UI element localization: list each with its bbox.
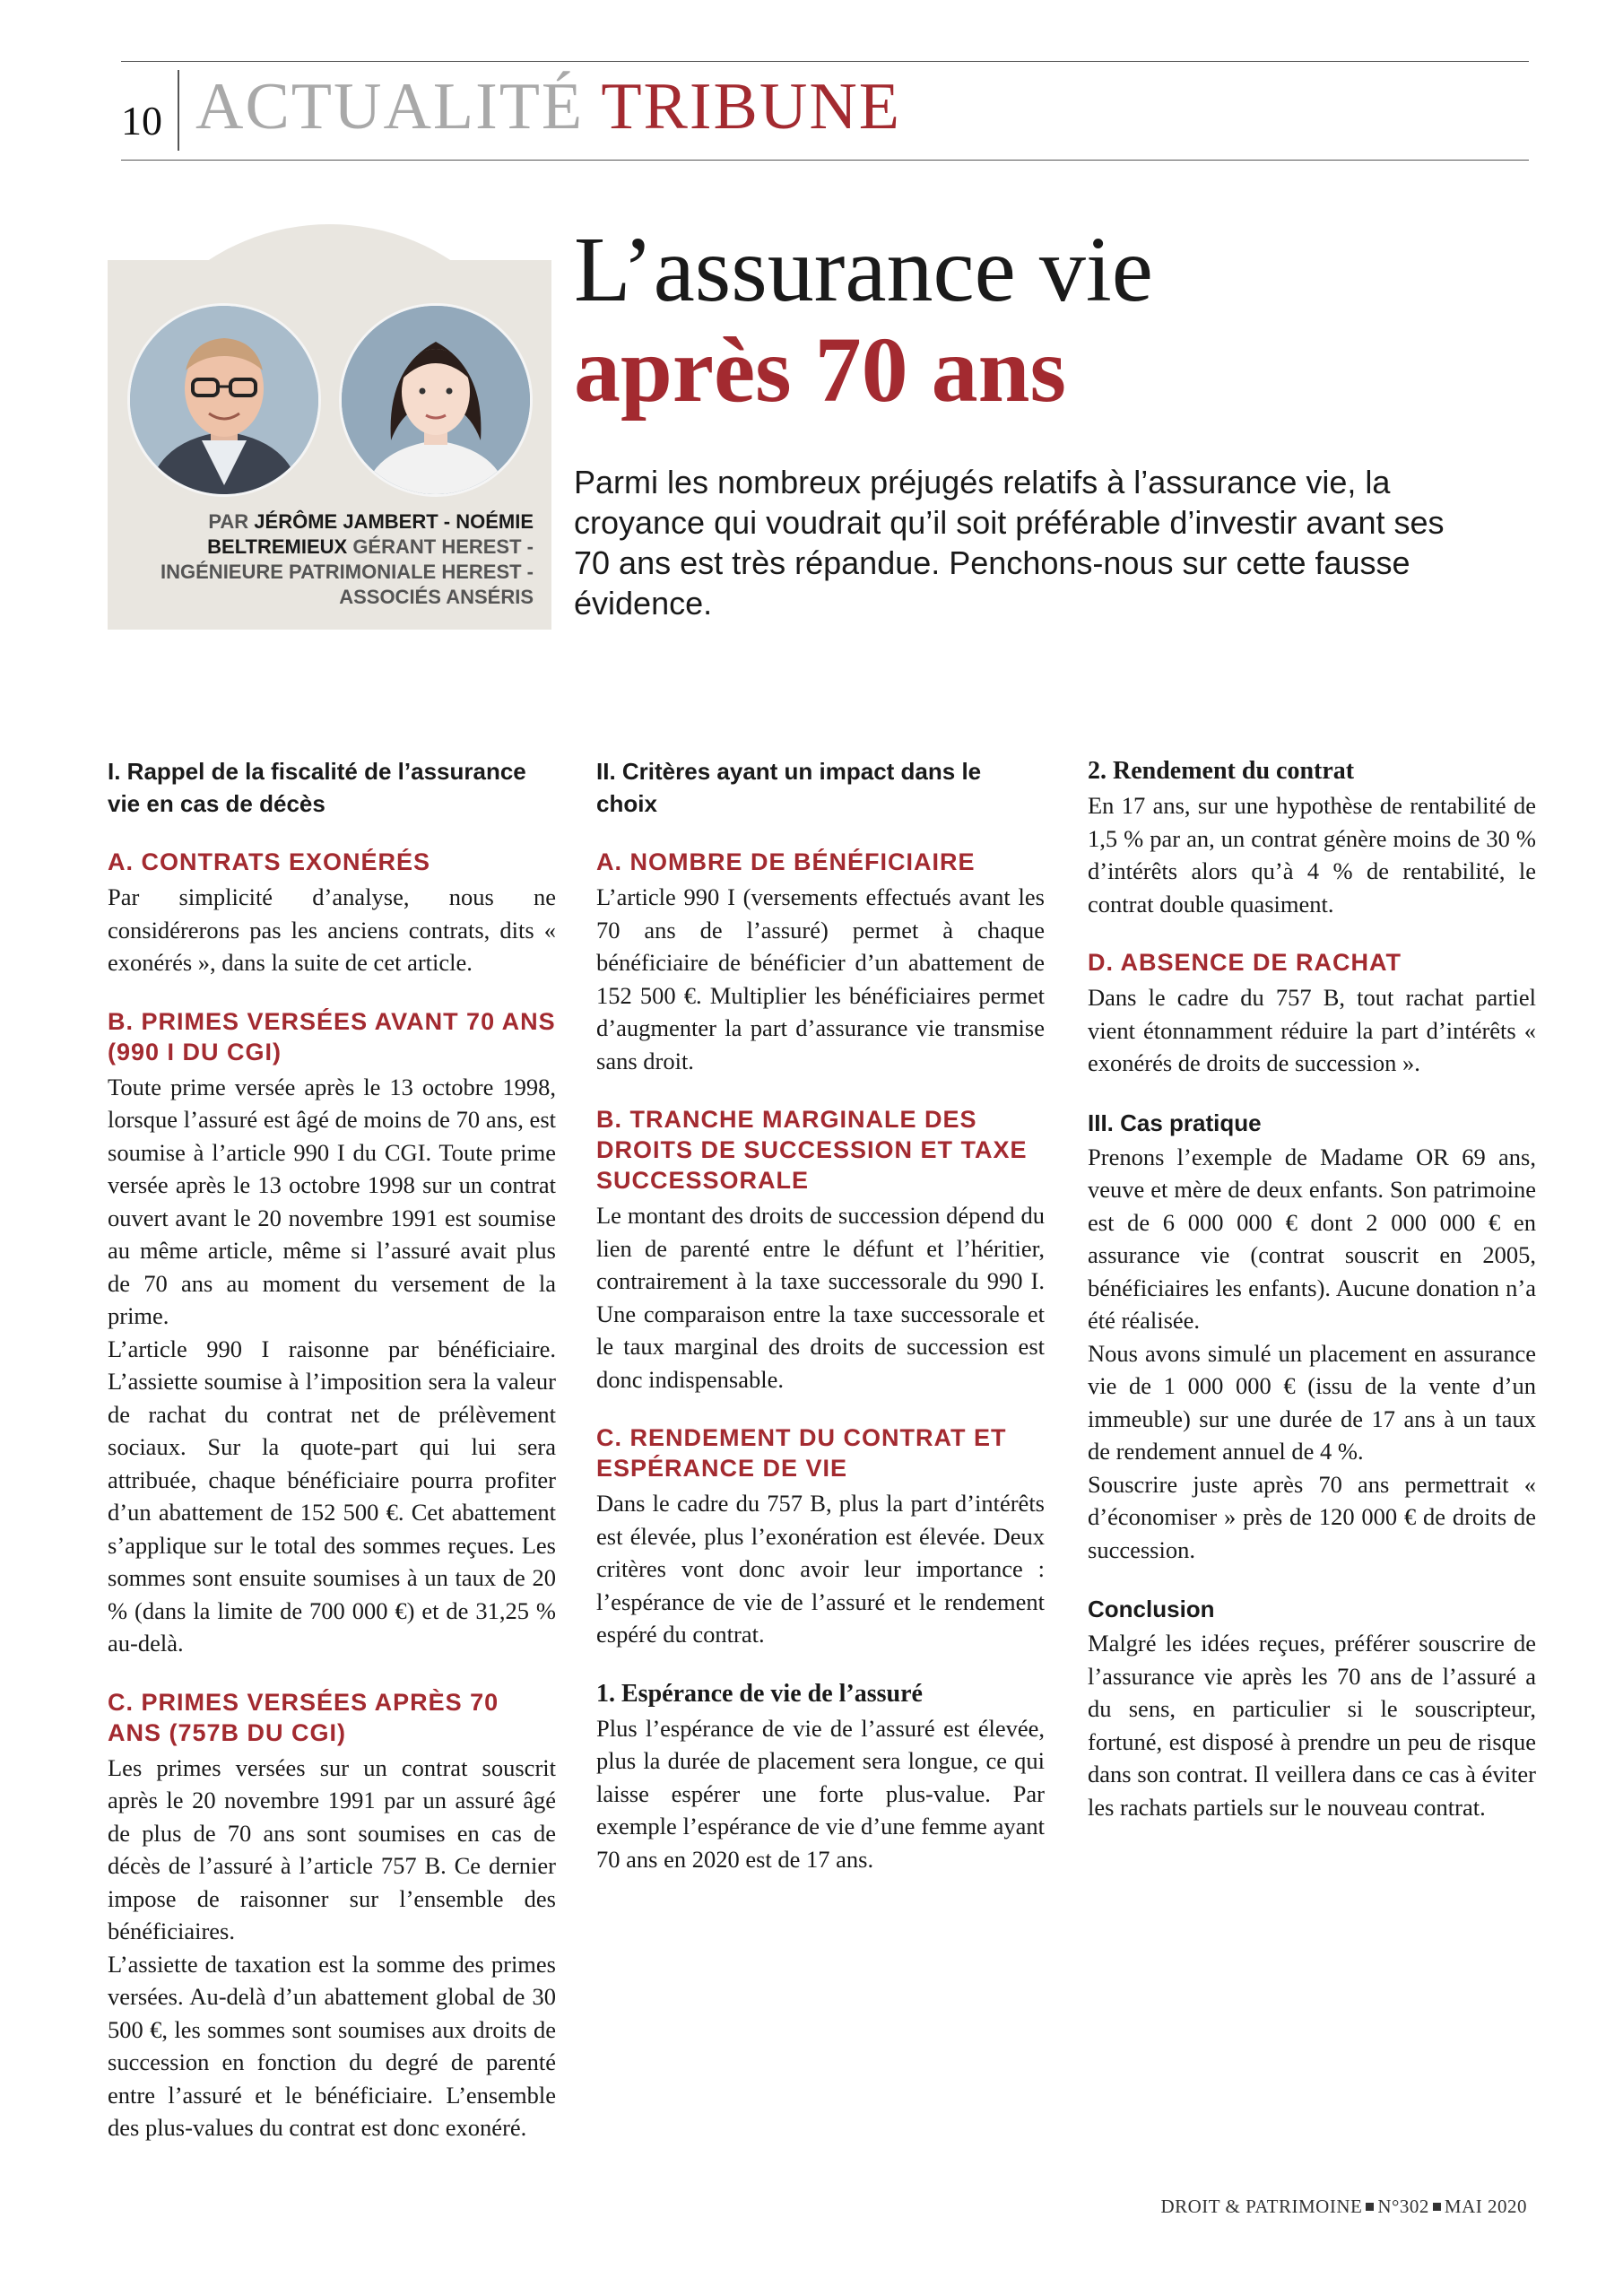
footer-issue: N°302 bbox=[1377, 2196, 1429, 2217]
author-roles: GÉRANT HEREST - INGÉNIEURE PATRIMONIALE HEREST - ASSOCIÉS ANSÉRIS bbox=[161, 535, 534, 608]
section-2d-heading: D. ABSENCE DE RACHAT bbox=[1088, 949, 1402, 976]
title-line-1: L’assurance vie bbox=[574, 218, 1153, 321]
footer-separator-icon bbox=[1433, 2203, 1441, 2211]
page-number: 10 bbox=[121, 98, 162, 144]
folio-divider bbox=[178, 70, 179, 151]
section-2a-paragraph: L’article 990 I (versements effectués avant les 70 ans de l’assuré) permet à chaque bénéficiaire de bénéficier d’un abattement de 152 500 €. Multiplier les bénéficiaires permet d’augmenter la part d’assurance vie transmise sans droit. bbox=[596, 883, 1045, 1074]
section-3-paragraph-2: Nous avons simulé un placement en assurance vie de 1 000 000 € (issu de la vente d’un immeuble) sur une durée de 17 ans à un taux de rendement annuel de 4 %. bbox=[1088, 1339, 1536, 1465]
section-1b-paragraph-2: L’article 990 I raisonne par bénéficiaire. L’assiette soumise à l’imposition sera la valeur de rachat du contrat net de prélèvement sociaux. Sur la quote-part qui lui sera attribuée, chaque bénéficiaire pourra profiter d’un abattement de 152 500 €. Cet abattement s’applique sur le total des sommes reçues. Les sommes sont ensuite soumises à un taux de 20 % (dans la limite de 700 000 €) et de 31,25 % au-delà. bbox=[108, 1335, 556, 1657]
footer-separator-icon bbox=[1366, 2203, 1374, 2211]
author-portrait-noemie bbox=[339, 303, 533, 497]
author-card bbox=[108, 260, 551, 630]
section-3-paragraph-1: Prenons l’exemple de Madame OR 69 ans, veuve et mère de deux enfants. Son patrimoine est de 6 000 000 € dont 2 000 000 € en assurance vie (contrat souscrit en 2005, bénéficiaires les enfants). Aucune donation n’a été réalisée. bbox=[1088, 1143, 1536, 1334]
section-1b-heading: B. PRIMES VERSÉES AVANT 70 ANS (990 I DU CGI) bbox=[108, 1007, 556, 1065]
section-3-heading: III. Cas pratique bbox=[1088, 1109, 1262, 1136]
footer-date: MAI 2020 bbox=[1444, 2196, 1527, 2217]
header-rule bbox=[121, 160, 1529, 161]
section-3-paragraph-3: Souscrire juste après 70 ans permettrait « d’économiser » près de 120 000 € de droits de succession. bbox=[1088, 1470, 1536, 1563]
section-2c2-paragraph: En 17 ans, sur une hypothèse de rentabilité de 1,5 % par an, un contrat génère moins de 30 % d’intérêts alors qu’à 4 % de rentabilité, le contrat double quasiment. bbox=[1088, 792, 1536, 918]
section-2b-paragraph: Le montant des droits de succession dépend du lien de parenté entre le défunt et l’héritier, contrairement à la taxe successorale du 990 I. Une comparaison entre la taxe successorale et le taux marginal des droits de succession est donc indispensable. bbox=[596, 1202, 1045, 1393]
article-lead: Parmi les nombreux préjugés relatifs à l’assurance vie, la croyance qui voudrait qu’il soit préférable d’investir avant ses 70 ans est très répandue. Penchons-nous sur cette fausse évidence. bbox=[574, 464, 1445, 622]
section-2b-heading: B. TRANCHE MARGINALE DES DROITS DE SUCCESSION ET TAXE SUCCESSORALE bbox=[596, 1106, 1028, 1194]
column-3 bbox=[1088, 755, 1536, 1823]
section-1a-heading: A. CONTRATS EXONÉRÉS bbox=[108, 848, 431, 875]
section-2-heading: II. Critères ayant un impact dans le choix bbox=[596, 758, 982, 817]
author-byline bbox=[108, 509, 551, 610]
section-1c-heading: C. PRIMES VERSÉES APRÈS 70 ANS (757B DU CGI) bbox=[108, 1688, 499, 1746]
section-1c-paragraph-1: Les primes versées sur un contrat souscrit après le 20 novembre 1991 par un assuré âgé de plus de 70 ans sont soumises en cas de décès de l’assuré à l’article 757 B. Ce dernier impose de raisonner sur l’ensemble des bénéficiaires. bbox=[108, 1753, 556, 1944]
column-2 bbox=[596, 755, 1045, 1875]
section-primary: ACTUALITÉ bbox=[195, 70, 585, 144]
top-rule bbox=[121, 61, 1529, 62]
section-2a-heading: A. NOMBRE DE BÉNÉFICIAIRE bbox=[596, 848, 976, 875]
section-secondary: TRIBUNE bbox=[601, 70, 901, 144]
footer-publication: DROIT & PATRIMOINE bbox=[1160, 2196, 1363, 2217]
section-2c1-heading: 1. Espérance de vie de l’assuré bbox=[596, 1679, 923, 1708]
author-prefix: PAR bbox=[208, 510, 249, 533]
section-1a-paragraph: Par simplicité d’analyse, nous ne considérerons pas les anciens contrats, dits « exonérés », dans la suite de cet article. bbox=[108, 883, 556, 976]
page-footer bbox=[1160, 2196, 1527, 2218]
section-heading bbox=[195, 70, 901, 144]
conclusion-heading: Conclusion bbox=[1088, 1596, 1215, 1622]
title-line-2: après 70 ans bbox=[574, 318, 1066, 422]
section-2c-heading: C. RENDEMENT DU CONTRAT ET ESPÉRANCE DE VIE bbox=[596, 1424, 1007, 1482]
conclusion-paragraph: Malgré les idées reçues, préférer souscrire de l’assurance vie après les 70 ans de l’assuré a du sens, en particulier si le souscripteur, fortuné, est disposé à prendre un peu de risque dans son contrat. Il veillera dans ce cas à éviter les rachats partiels sur le nouveau contrat. bbox=[1088, 1630, 1536, 1821]
author-portrait-jerome bbox=[127, 303, 321, 497]
section-2d-paragraph: Dans le cadre du 757 B, tout rachat partiel vient étonnamment réduire la part d’intérêts « exonérés de droits de succession ». bbox=[1088, 984, 1536, 1076]
column-1 bbox=[108, 755, 556, 2144]
author-names: JÉRÔME JAMBERT - NOÉMIE BELTREMIEUX bbox=[207, 510, 534, 558]
section-2c2-heading: 2. Rendement du contrat bbox=[1088, 757, 1355, 785]
section-1c-paragraph-2: L’assiette de taxation est la somme des primes versées. Au-delà d’un abattement global de 30 500 €, les sommes sont soumises aux droits de succession en fonction du degré de parenté entre l’assuré et le bénéficiaire. L’ensemble des plus-values du contrat est donc exonéré. bbox=[108, 1950, 556, 2141]
section-1b-paragraph-1: Toute prime versée après le 13 octobre 1998, lorsque l’assuré est âgé de moins de 70 ans, est soumise à l’article 990 I du CGI. Toute prime versée après le 13 octobre 1998 sur un contrat ouvert avant le 20 novembre 1991 est soumise au même article, même si l’assuré avait plus de 70 ans au moment du versement de la prime. bbox=[108, 1073, 556, 1329]
section-2c-paragraph: Dans le cadre du 757 B, plus la part d’intérêts est élevée, plus l’exonération est élevée. Deux critères vont donc avoir leur importance : l’espérance de vie de l’assuré et le rendement espéré du contrat. bbox=[596, 1490, 1045, 1648]
article-title bbox=[574, 220, 1153, 421]
section-1-heading: I. Rappel de la fiscalité de l’assurance vie en cas de décès bbox=[108, 758, 526, 817]
section-2c1-paragraph: Plus l’espérance de vie de l’assuré est élevée, plus la durée de placement sera longue, ce qui laisse espérer une forte plus-value. Par exemple l’espérance de vie d’une femme ayant 70 ans en 2020 est de 17 ans. bbox=[596, 1714, 1045, 1873]
